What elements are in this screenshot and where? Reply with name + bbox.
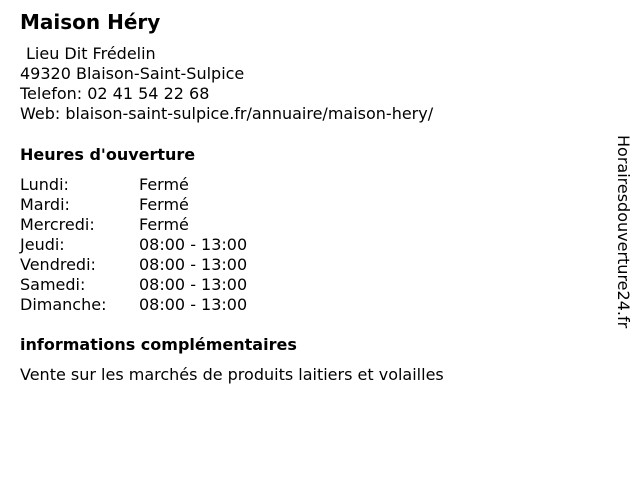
web-line: Web: blaison-saint-sulpice.fr/annuaire/maison-hery/ <box>20 104 434 123</box>
hours-row-sunday <box>20 295 247 315</box>
hours-row-tuesday <box>20 195 247 215</box>
additional-info-text: Vente sur les marchés de produits laitiers et volailles <box>20 365 444 384</box>
day-label: Jeudi: <box>20 235 65 254</box>
hours-value: Fermé <box>139 175 189 194</box>
hours-row-monday <box>20 175 247 195</box>
site-brand-label: Horairesdouverture24.fr <box>614 135 633 329</box>
day-label: Vendredi: <box>20 255 96 274</box>
phone-line: Telefon: 02 41 54 22 68 <box>20 84 210 103</box>
city-line: 49320 Blaison-Saint-Sulpice <box>20 64 245 83</box>
day-label: Mardi: <box>20 195 70 214</box>
hours-value: Fermé <box>139 195 189 214</box>
opening-hours-table <box>20 175 247 315</box>
additional-info-heading: informations complémentaires <box>20 335 297 354</box>
hours-value: 08:00 - 13:00 <box>139 275 248 294</box>
address-block <box>20 44 433 124</box>
day-label: Samedi: <box>20 275 86 294</box>
business-name: Maison Héry <box>20 10 161 34</box>
hours-row-friday <box>20 255 247 275</box>
hours-value: Fermé <box>139 215 189 234</box>
hours-value: 08:00 - 13:00 <box>139 235 248 254</box>
day-label: Mercredi: <box>20 215 95 234</box>
hours-value: 08:00 - 13:00 <box>139 295 248 314</box>
hours-row-thursday <box>20 235 247 255</box>
day-label: Dimanche: <box>20 295 107 314</box>
hours-row-wednesday <box>20 215 247 235</box>
hours-row-saturday <box>20 275 247 295</box>
opening-hours-heading: Heures d'ouverture <box>20 145 196 164</box>
hours-value: 08:00 - 13:00 <box>139 255 248 274</box>
day-label: Lundi: <box>20 175 69 194</box>
street-address: Lieu Dit Frédelin <box>26 44 156 63</box>
